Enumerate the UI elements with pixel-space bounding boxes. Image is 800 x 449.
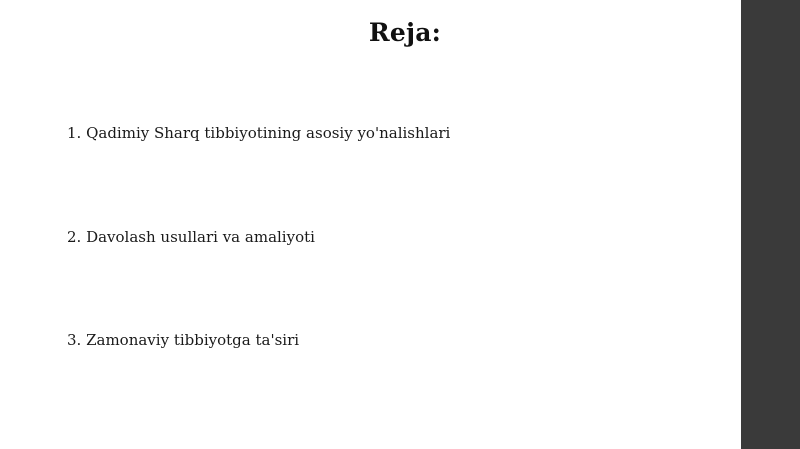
plan-item-2: 2. Davolash usullari va amaliyoti xyxy=(67,228,315,246)
plan-item-1: 1. Qadimiy Sharq tibbiyotining asosiy yo'nalishlari xyxy=(67,124,451,142)
slide-title: Reja: xyxy=(368,18,442,47)
side-panel xyxy=(741,0,800,449)
plan-item-3: 3. Zamonaviy tibbiyotga ta'siri xyxy=(67,331,300,349)
